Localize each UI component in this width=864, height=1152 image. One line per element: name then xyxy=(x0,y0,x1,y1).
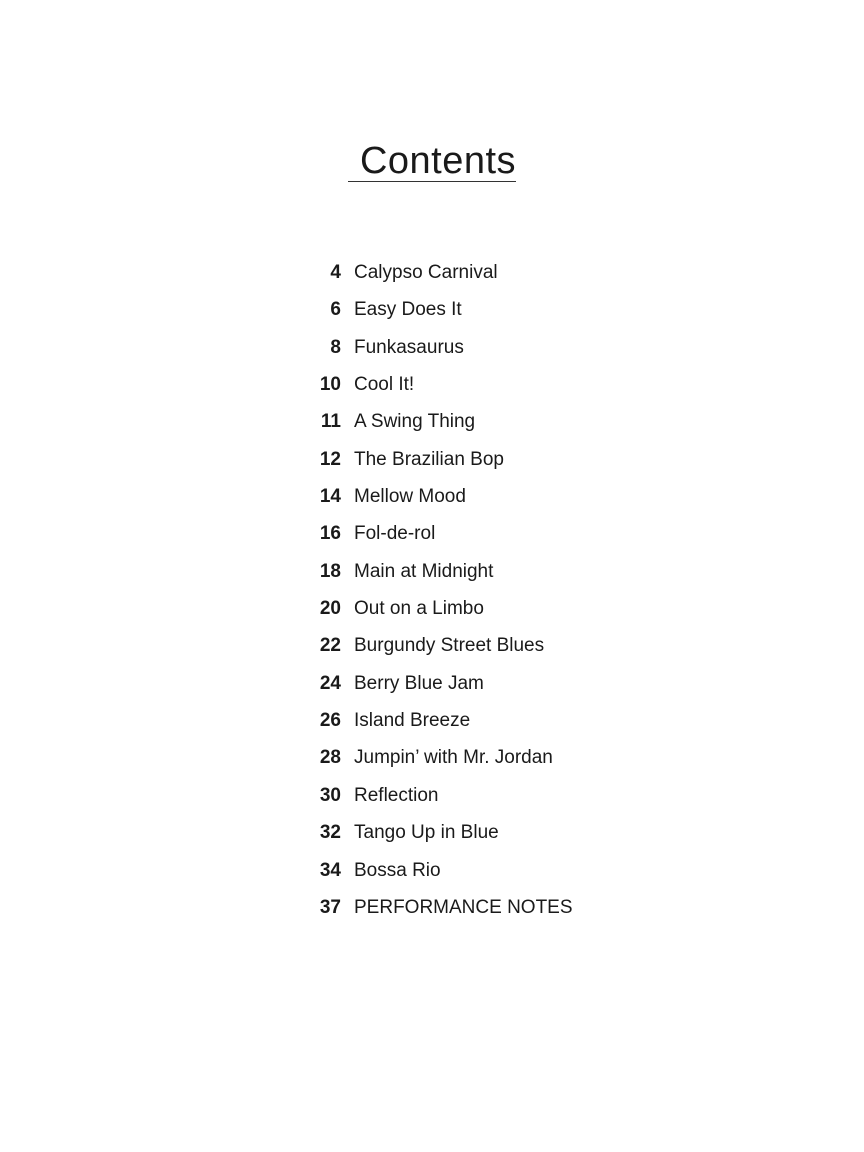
toc-entry xyxy=(300,337,660,374)
toc-entry xyxy=(300,411,660,448)
toc-entry-title: PERFORMANCE NOTES xyxy=(354,896,573,918)
toc-entry-title: Funkasaurus xyxy=(354,336,464,358)
toc-entry xyxy=(300,486,660,523)
toc-entry xyxy=(300,299,660,336)
toc-entry-title: Burgundy Street Blues xyxy=(354,635,545,657)
page-title-text: Contents xyxy=(348,141,516,182)
toc-entry-title: Cool It! xyxy=(354,374,415,396)
toc-entry-title: The Brazilian Bop xyxy=(354,448,504,470)
toc-entry xyxy=(300,747,660,784)
toc-entry-title: Calypso Carnival xyxy=(354,262,498,283)
toc-entry xyxy=(300,635,660,672)
toc-entry-title: Easy Does It xyxy=(354,299,462,321)
toc-entry xyxy=(300,449,660,486)
toc-page-number: 4 xyxy=(330,262,341,283)
toc-page-number: 8 xyxy=(330,336,341,358)
toc-entry-title: Island Breeze xyxy=(354,710,471,732)
toc-entry-title: A Swing Thing xyxy=(354,411,476,433)
toc-entry xyxy=(300,785,660,822)
toc-page-number: 20 xyxy=(319,598,341,620)
toc-page-number: 26 xyxy=(319,710,341,732)
toc-page-number: 34 xyxy=(319,859,341,881)
toc-entry xyxy=(300,860,660,897)
toc-page-number: 24 xyxy=(319,672,341,694)
toc-entry xyxy=(300,710,660,747)
toc-entry-title: Mellow Mood xyxy=(354,486,466,508)
toc-page-number: 22 xyxy=(319,635,341,657)
toc-page-number: 16 xyxy=(319,523,341,545)
toc-page-number: 12 xyxy=(319,448,341,470)
toc-entry xyxy=(300,822,660,859)
toc-page-number: 18 xyxy=(319,560,341,582)
toc-entry-title: Tango Up in Blue xyxy=(354,822,499,844)
toc-entry-title: Reflection xyxy=(354,784,439,806)
toc-page-number: 30 xyxy=(319,784,341,806)
toc-entry xyxy=(300,897,660,934)
toc-entry-title: Out on a Limbo xyxy=(354,598,484,620)
toc-entry-title: Bossa Rio xyxy=(354,859,441,881)
toc-page-number: 28 xyxy=(319,747,341,769)
toc-entry-title: Berry Blue Jam xyxy=(354,672,484,694)
toc-page-number: 6 xyxy=(330,299,341,321)
toc-entry-title: Main at Midnight xyxy=(354,560,494,582)
toc-page-number: 32 xyxy=(319,822,341,844)
toc-entry xyxy=(300,262,660,299)
toc-page-number: 14 xyxy=(319,486,341,508)
toc-entry xyxy=(300,673,660,710)
toc-page-number: 37 xyxy=(319,896,341,918)
toc-page-number: 10 xyxy=(319,374,341,396)
toc-page-number: 11 xyxy=(320,411,341,433)
toc-entry xyxy=(300,561,660,598)
toc-entry xyxy=(300,374,660,411)
page-title xyxy=(0,140,864,183)
toc-entry xyxy=(300,598,660,635)
toc-entry xyxy=(300,523,660,560)
table-of-contents xyxy=(300,262,660,934)
toc-entry-title: Jumpin’ with Mr. Jordan xyxy=(354,747,553,769)
toc-entry-title: Fol-de-rol xyxy=(354,523,436,545)
